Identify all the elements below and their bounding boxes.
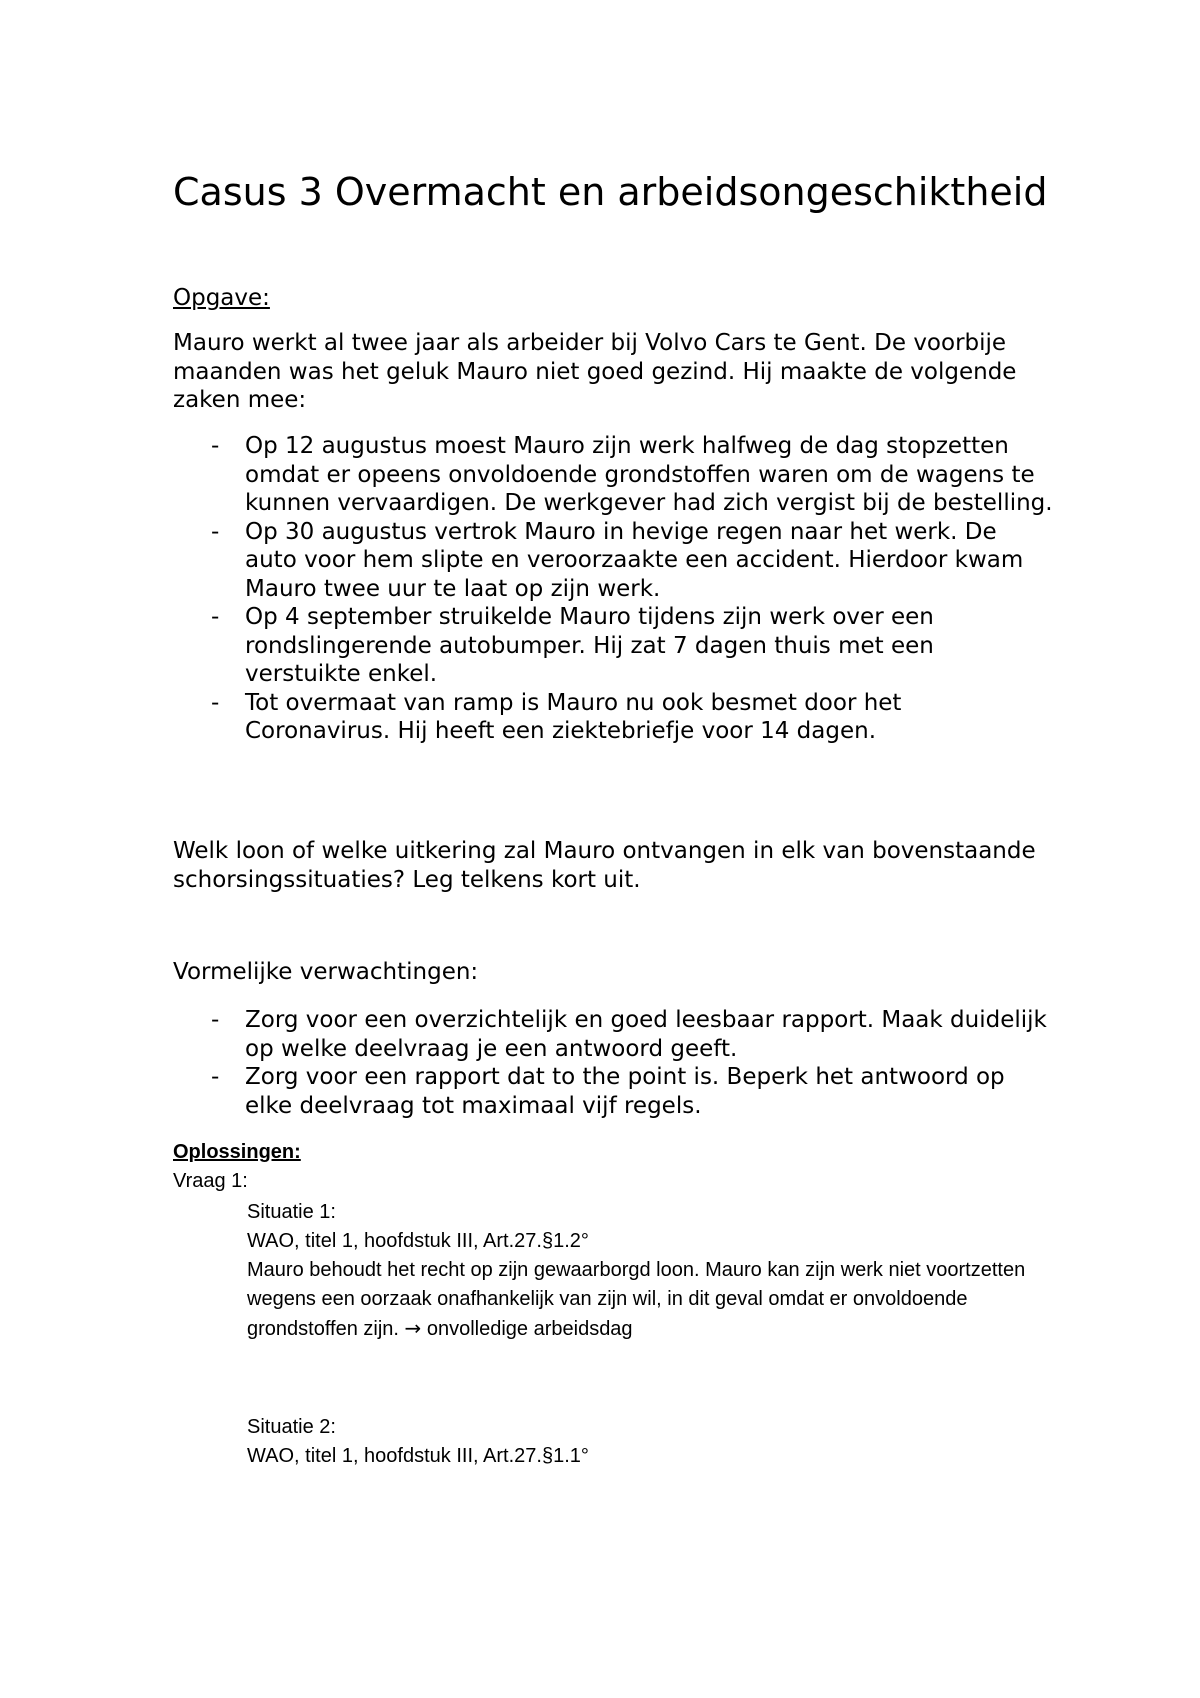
expectations-heading: Vormelijke verwachtingen: [173, 959, 479, 985]
list-item [173, 603, 1053, 689]
situation-text: Op 4 september struikelde Mauro tijdens zijn werk over een rondslingerende autobumper. Hij zat 7 dagen thuis met een verstuikte enkel. [245, 604, 934, 687]
situatie-2-label: Situatie 2: [247, 1416, 336, 1438]
question-paragraph: Welk loon of welke uitkering zal Mauro ontvangen in elk van bovenstaande schorsingssituaties? Leg telkens kort uit. [173, 838, 1036, 893]
expectations-list [173, 1006, 1053, 1120]
opgave-heading: Opgave: [173, 285, 270, 311]
list-item [173, 1063, 1053, 1120]
bullet-dash: - [211, 689, 220, 716]
bullet-dash: - [211, 1064, 220, 1090]
bullet-dash: - [211, 518, 220, 545]
situation-text: Tot overmaat van ramp is Mauro nu ook besmet door het Coronavirus. Hij heeft een ziektebriefje voor 14 dagen. [245, 689, 902, 744]
situatie-1-reference: WAO, titel 1, hoofdstuk III, Art.27.§1.2° [247, 1230, 589, 1252]
list-item [173, 518, 1053, 604]
expectation-text: Zorg voor een overzichtelijk en goed leesbaar rapport. Maak duidelijk op welke deelvraag je een antwoord geeft. [245, 1007, 1047, 1062]
document-title: Casus 3 Overmacht en arbeidsongeschiktheid [173, 170, 1048, 214]
situatie-1-answer [247, 1256, 1067, 1344]
situatie-2-block [247, 1413, 1067, 1471]
list-item [173, 432, 1053, 518]
solutions-heading: Oplossingen: [173, 1141, 301, 1163]
situation-text: Op 12 augustus moest Mauro zijn werk halfweg de dag stopzetten omdat er opeens onvoldoende grondstoffen waren om de wagens te kunnen vervaardigen. De werkgever had zich vergist bij de bestelling. [245, 433, 1053, 516]
situatie-1-conclusion: onvolledige arbeidsdag [426, 1318, 633, 1340]
list-item [173, 689, 1053, 746]
situatie-1-block [247, 1198, 1067, 1344]
intro-paragraph: Mauro werkt al twee jaar als arbeider bij Volvo Cars te Gent. De voorbije maanden was het geluk Mauro niet goed gezind. Hij maakte de volgende zaken mee: [173, 330, 1017, 413]
situatie-2-reference: WAO, titel 1, hoofdstuk III, Art.27.§1.1° [247, 1445, 589, 1467]
situatie-1-text: Mauro behoudt het recht op zijn gewaarborgd loon. Mauro kan zijn werk niet voortzetten wegens een oorzaak onafhankelijk van zijn wil, in dit geval omdat er onvoldoende grondstoffen zijn. [247, 1259, 1026, 1340]
situation-text: Op 30 augustus vertrok Mauro in hevige regen naar het werk. De auto voor hem slipte en veroorzaakte een accident. Hierdoor kwam Mauro twee uur te laat op zijn werk. [245, 518, 1024, 602]
bullet-dash: - [211, 1007, 220, 1033]
bullet-dash: - [211, 604, 220, 630]
question-label: Vraag 1: [173, 1170, 248, 1192]
arrow-right-icon: → [404, 1316, 422, 1340]
bullet-dash: - [211, 433, 220, 459]
situatie-1-label: Situatie 1: [247, 1201, 336, 1223]
expectation-text: Zorg voor een rapport dat to the point is. Beperk het antwoord op elke deelvraag tot maximaal vijf regels. [245, 1064, 1005, 1119]
situations-list [173, 432, 1053, 746]
list-item [173, 1006, 1053, 1063]
